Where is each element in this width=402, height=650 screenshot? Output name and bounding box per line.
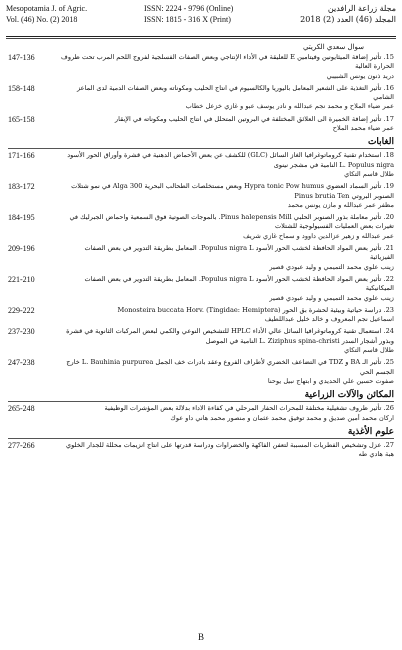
entry-title-line bbox=[60, 404, 394, 413]
toc-entry bbox=[8, 53, 394, 81]
entry-authors: مظفر عمر عبدالله و مازن يونس محمد bbox=[287, 200, 394, 209]
entry-pages: 221-210 bbox=[8, 274, 35, 284]
entry-title-line bbox=[60, 84, 394, 103]
entry-title-line bbox=[60, 115, 394, 124]
entry-number: 17. bbox=[383, 114, 394, 123]
entry-number: 23. bbox=[383, 305, 394, 314]
entry-title: تأثير بعض المواد الحافظة لخشب الحور الأسود Populus nigra L. المعامل بطريقة التدوير في بعض الصفات الميكانيكية bbox=[84, 274, 394, 293]
volume-ar: المجلد (46) العدد (2) 2018 bbox=[300, 15, 396, 24]
entry-authors: عمر عبدالله و زهير عزالدين داوود و سماح غازي شريف bbox=[243, 231, 394, 240]
entry-title-line bbox=[60, 275, 394, 294]
entry-number: 15. bbox=[383, 53, 394, 61]
entry-title-line bbox=[60, 182, 394, 201]
entry-title-line bbox=[60, 358, 394, 377]
entry-title-line bbox=[60, 213, 394, 232]
entry-title-line bbox=[60, 151, 394, 170]
entry-authors: صفوت حسين علي الحديدي و ابتهاج نبيل يوحنا bbox=[267, 376, 394, 385]
toc-entry bbox=[8, 327, 394, 355]
header-right bbox=[300, 3, 396, 25]
toc-entry bbox=[8, 182, 394, 210]
issn-online: ISSN: 2224 - 9796 (Online) bbox=[144, 4, 234, 13]
entry-authors: هبة هادي طه bbox=[358, 450, 394, 459]
entry-pages: 171-166 bbox=[8, 151, 35, 161]
toc-entry bbox=[8, 358, 394, 386]
entry-number: 24. bbox=[383, 327, 394, 336]
entry-number: 18. bbox=[383, 151, 394, 160]
entry-body bbox=[60, 182, 394, 210]
entry-number: 16. bbox=[383, 83, 394, 92]
page-header bbox=[6, 3, 396, 39]
entry-title: تأثير ظروف تشغيلية مختلفة للمحراث الحفار المرحلي في كفاءة الاداء بدلالة بعض المؤشرات الوظيفية bbox=[104, 404, 382, 413]
entry-number: 26. bbox=[383, 404, 394, 413]
entry-body bbox=[60, 404, 394, 423]
entry-title-line bbox=[60, 306, 394, 315]
entry-authors: طلال قاسم التكاي bbox=[344, 346, 394, 355]
toc-entry bbox=[8, 115, 394, 134]
entry-pages: 209-196 bbox=[8, 244, 35, 254]
header-rule-2 bbox=[6, 38, 396, 39]
header-rule bbox=[6, 36, 396, 37]
entry-authors: عمر ضياء محمد الملاح bbox=[332, 124, 394, 133]
entry-pages: 247-238 bbox=[8, 358, 35, 368]
entry-body bbox=[60, 306, 394, 325]
entry-pages: 237-230 bbox=[8, 327, 35, 337]
entry-title: تأثير السماد العضوي Hypra tonic Pow humus وبعض مستخلصات الطحالب البحرية Alga 300 في نمو شتلات الصنوبر البروتي Pinus brutia Ten bbox=[71, 182, 394, 200]
items-machinery bbox=[8, 404, 394, 423]
items-animal bbox=[8, 53, 394, 133]
section-heading-food: علوم الأغذية bbox=[8, 427, 394, 439]
entry-number: 27. bbox=[383, 440, 394, 449]
entry-title-line bbox=[60, 327, 394, 346]
entry-number: 20. bbox=[383, 213, 394, 222]
entry-number: 22. bbox=[383, 274, 394, 283]
entry-pages: 229-222 bbox=[8, 305, 35, 315]
entry-body bbox=[60, 84, 394, 112]
toc-entry bbox=[8, 404, 394, 423]
entry-title: دراسة حياتية وبيئية لحشرة بق الحور Monosteira buccata Horv. (Tingidae: Hemiptera) bbox=[117, 305, 382, 314]
entry-number: 19. bbox=[383, 182, 394, 191]
header-left bbox=[6, 3, 87, 25]
entry-authors: طلال قاسم التكاي bbox=[344, 169, 394, 178]
entry-title: تأثير إضافة الخميرة الى العلائق المختلفة في البروتين المتحلل في انتاج الحليب ومكوناته في الإبقار bbox=[114, 114, 382, 123]
entry-pages: 158-148 bbox=[8, 83, 35, 93]
trailing-authors: سوال سعدي الكريتي bbox=[302, 43, 364, 51]
entry-title-line bbox=[60, 244, 394, 263]
toc-entry bbox=[8, 244, 394, 272]
entry-authors: اركان محمد أمين صديق و محمد توفيق محمد عثمان و منصور محمد هاني داو عوك bbox=[170, 413, 394, 422]
issn-print: ISSN: 1815 - 316 X (Print) bbox=[144, 15, 231, 24]
entry-authors: زينب علوي محمد التميمي و وليد عبودي قصير bbox=[269, 262, 394, 271]
entry-pages: 277-266 bbox=[8, 440, 35, 450]
entry-authors: زينب علوي محمد التميمي و وليد عبودي قصير bbox=[269, 293, 394, 302]
entry-title: عزل وتشخيص الفطريات المسببة لتعفن الفاكهة والخضراوات ودراسة قدرتها على انتاج انزيمات محللة للجدار الخلوي bbox=[65, 440, 382, 449]
volume-en: Vol. (46) No. (2) 2018 bbox=[6, 15, 78, 24]
journal-name-ar: مجلة زراعة الرافدين bbox=[327, 4, 396, 13]
page-footer-letter: B bbox=[197, 632, 204, 642]
items-forest bbox=[8, 151, 394, 386]
entry-title: استعمال تقنية كروماتوغرافيا السائل عالي الأداء HPLC للتشخيص النوعي والكمي لبعض المركبات الثانوية في قشرة وبذور أشجار السدر L. Ziziphus spina-christi النامية في الموصل bbox=[66, 327, 394, 345]
entry-authors: اسماعيل نجم المعروف و خالد خليل عبداللطيف bbox=[264, 315, 394, 324]
entry-pages: 184-195 bbox=[8, 213, 35, 223]
entry-body bbox=[60, 115, 394, 134]
toc-entry bbox=[8, 306, 394, 325]
entry-title-line bbox=[60, 53, 394, 72]
entry-pages: 147-136 bbox=[8, 53, 35, 62]
entry-number: 25. bbox=[383, 358, 394, 367]
toc-entry bbox=[8, 213, 394, 241]
entry-body bbox=[60, 53, 394, 81]
entry-title: تأثير الـ BA و TDZ في التضاعف الخضري لأطراف الفروع وعقد بادرات خف الجمل L. Bauhinia purpurea خارج الجسم الحي bbox=[66, 358, 394, 376]
entry-title: استخدام تقنية كروماتوغرافيا الغاز السائل (GLC) للكشف عن بعض الأحماض الدهنية في قشرة وأوراق الحور الأسود L. Populus nigra النامية في مشجر نينوى bbox=[67, 151, 394, 169]
entry-pages: 183-172 bbox=[8, 182, 35, 192]
entry-authors: عمر ضياء الملاح و محمد نجم عبدالله و نادر يوسف عبو و غازي خزعل خطاب bbox=[185, 102, 394, 111]
toc-entry bbox=[8, 275, 394, 303]
entry-number: 21. bbox=[383, 244, 394, 253]
entry-body bbox=[60, 244, 394, 272]
entry-title: تأثير بعض المواد الحافظة لخشب الحور الأسود Populus nigra L. المعامل بطريقة التدوير في بعض الصفات الفيزيائية bbox=[84, 244, 394, 262]
section-heading-forest: الغابات bbox=[8, 137, 394, 149]
entry-title: تأثير إضافة الميثايونين وفيتامين E للعليقة في الأداء الإنتاجي وبعض الصفات الفسلجية لفروج اللحم المرب تحت ظروف الحرارة العالية bbox=[60, 53, 394, 71]
entry-pages: 265-248 bbox=[8, 404, 35, 414]
entry-authors: دريد ذنون يونس الشبيبي bbox=[326, 71, 394, 80]
entry-body bbox=[60, 213, 394, 241]
section-heading-machinery: المكائن والآلات الزراعية bbox=[8, 390, 394, 402]
entry-title: تأثير معاملة بذور الصنوبر الحلبي Pinus halepensis Mill. بالموجات الصوتية فوق السمعية واحماض الجبرليك في تغيرات بعض العمليات الفسيولوجية للشتلات bbox=[69, 213, 394, 231]
entry-title: تأثير التغذية على الشعير المعامل باليوريا والكالسيوم في انتاج الحليب ومكوناته وبعض الصفات الدمية لدى الماعز الشامي bbox=[77, 83, 394, 102]
toc-entry bbox=[8, 151, 394, 179]
toc-entry bbox=[8, 84, 394, 112]
entry-body bbox=[60, 151, 394, 179]
items-food bbox=[8, 441, 394, 460]
entry-body bbox=[60, 441, 394, 460]
contents-list bbox=[8, 42, 394, 462]
entry-body bbox=[60, 358, 394, 386]
header-center bbox=[144, 3, 233, 25]
entry-body bbox=[60, 327, 394, 355]
toc-entry bbox=[8, 441, 394, 460]
entry-title-line bbox=[60, 441, 394, 450]
entry-body bbox=[60, 275, 394, 303]
journal-name-en: Mesopotamia J. of Agric. bbox=[6, 4, 88, 13]
entry-pages: 165-158 bbox=[8, 114, 35, 124]
